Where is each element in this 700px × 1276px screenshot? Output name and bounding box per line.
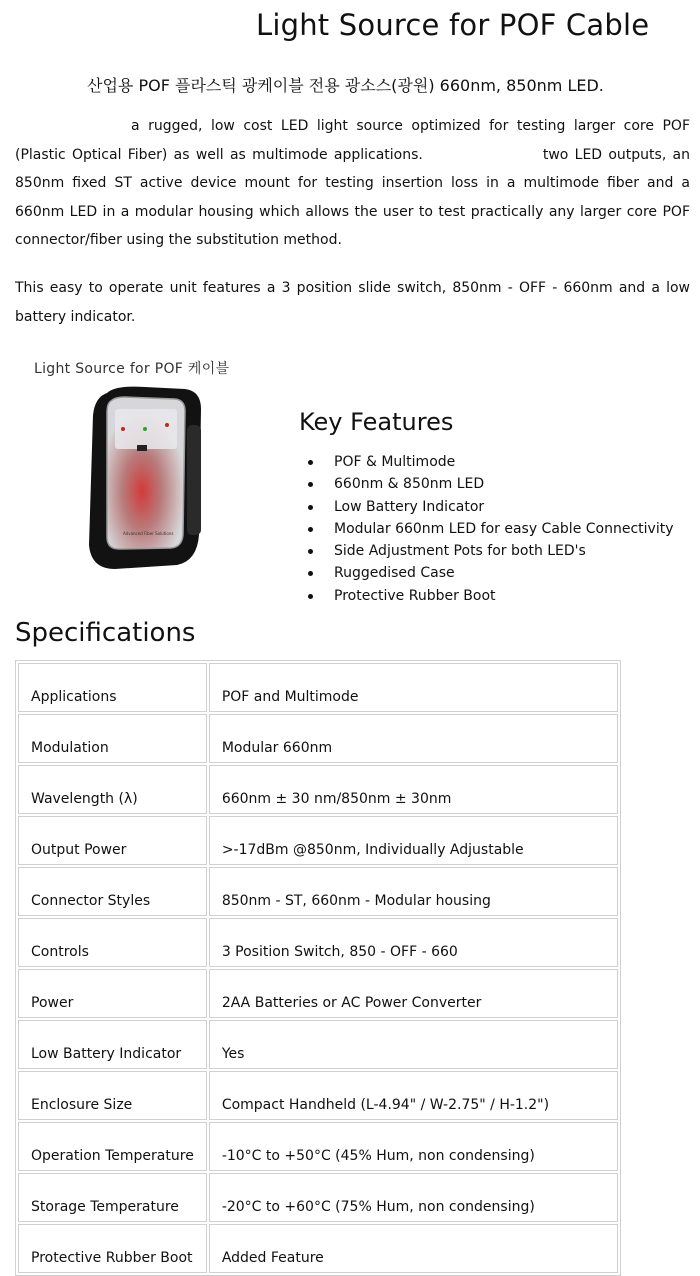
spec-value: Modular 660nm	[209, 714, 618, 763]
spec-label: Output Power	[18, 816, 207, 865]
spec-label: Operation Temperature	[18, 1122, 207, 1171]
spec-value: >-17dBm @850nm, Individually Adjustable	[209, 816, 618, 865]
table-row	[18, 714, 618, 763]
spec-label: Power	[18, 969, 207, 1018]
list-item: Protective Rubber Boot	[308, 585, 673, 607]
spec-value: Compact Handheld (L-4.94" / W-2.75" / H-1.2")	[209, 1071, 618, 1120]
device-brand-label: Advanced Fiber Solutions	[123, 531, 174, 536]
key-features-heading: Key Features	[299, 408, 454, 436]
spec-label: Wavelength (λ)	[18, 765, 207, 814]
list-item: Low Battery Indicator	[308, 496, 673, 518]
spec-label: Protective Rubber Boot	[18, 1224, 207, 1273]
page-subtitle: 산업용 POF 플라스틱 광케이블 전용 광소스(광원) 660nm, 850nm LED.	[87, 76, 604, 95]
intro-text-part-2: two LED outputs, an 850nm fixed ST active device mount for testing insertion loss in a multimode fiber and a 660nm LED in a modular housing which allows the user to test practically any larger core POF connector/fiber using the substitution method.	[15, 146, 691, 248]
table-row	[18, 1020, 618, 1069]
spec-value: -20°C to +60°C (75% Hum, non condensing)	[209, 1173, 618, 1222]
table-row	[18, 1224, 618, 1273]
table-row	[18, 816, 618, 865]
spec-value: Yes	[209, 1020, 618, 1069]
table-row	[18, 1173, 618, 1222]
spec-value: Added Feature	[209, 1224, 618, 1273]
list-item: Modular 660nm LED for easy Cable Connectivity	[308, 518, 673, 540]
key-features-list	[308, 451, 673, 607]
table-row	[18, 765, 618, 814]
spec-label: Storage Temperature	[18, 1173, 207, 1222]
table-row	[18, 969, 618, 1018]
spec-value: 660nm ± 30 nm/850nm ± 30nm	[209, 765, 618, 814]
page-title: Light Source for POF Cable	[256, 8, 650, 42]
specifications-table	[15, 660, 621, 1276]
spec-value: 850nm - ST, 660nm - Modular housing	[209, 867, 618, 916]
list-item: POF & Multimode	[308, 451, 673, 473]
spec-value: 3 Position Switch, 850 - OFF - 660	[209, 918, 618, 967]
table-row	[18, 918, 618, 967]
product-caption: Light Source for POF 케이블	[34, 361, 230, 377]
table-row	[18, 1071, 618, 1120]
intro-paragraph	[15, 112, 690, 255]
list-item: Side Adjustment Pots for both LED's	[308, 540, 673, 562]
spec-label: Applications	[18, 663, 207, 712]
spec-label: Controls	[18, 918, 207, 967]
table-row	[18, 1122, 618, 1171]
features-paragraph: This easy to operate unit features a 3 position slide switch, 850nm - OFF - 660nm and a low battery indicator.	[15, 280, 690, 325]
specifications-heading: Specifications	[15, 618, 196, 648]
spec-label: Modulation	[18, 714, 207, 763]
spec-label: Low Battery Indicator	[18, 1020, 207, 1069]
spec-label: Connector Styles	[18, 867, 207, 916]
light-source-device-image	[85, 385, 205, 570]
table-row	[18, 867, 618, 916]
spec-value: 2AA Batteries or AC Power Converter	[209, 969, 618, 1018]
table-row	[18, 663, 618, 712]
spec-label: Enclosure Size	[18, 1071, 207, 1120]
intro-text-part-1: a rugged, low cost LED light source optimized for testing larger core POF (Plastic Optical Fiber) as well as multimode applications.	[15, 118, 690, 163]
list-item: Ruggedised Case	[308, 562, 673, 584]
spec-value: POF and Multimode	[209, 663, 618, 712]
list-item: 660nm & 850nm LED	[308, 473, 673, 495]
spec-value: -10°C to +50°C (45% Hum, non condensing)	[209, 1122, 618, 1171]
